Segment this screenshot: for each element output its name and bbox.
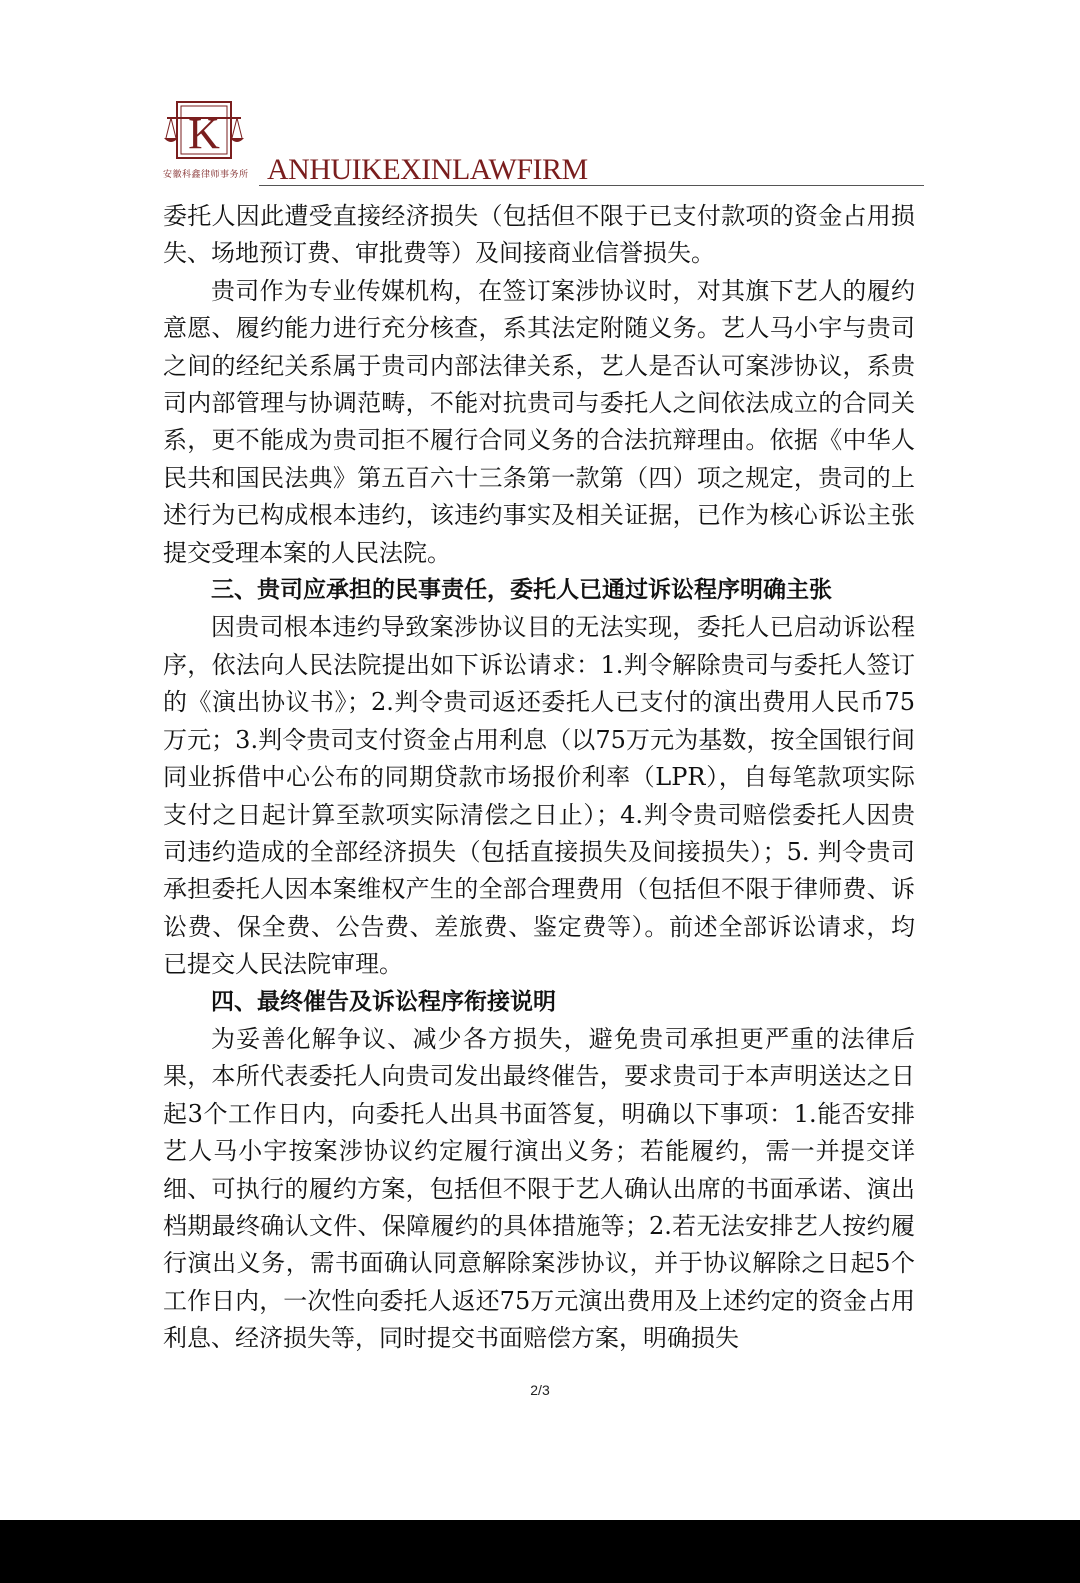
- letter-body: [163, 198, 915, 1358]
- section-heading-4: 四、最终催告及诉讼程序衔接说明: [211, 988, 556, 1015]
- paragraph-continued: 委托人因此遭受直接经济损失（包括但不限于已支付款项的资金占用损失、场地预订费、审批费等）及间接商业信誉损失。: [163, 202, 915, 268]
- paragraph-claims: 因贵司根本违约导致案涉协议目的无法实现，委托人已启动诉讼程序，依法向人民法院提出如下诉讼请求：1.判令解除贵司与委托人签订的《演出协议书》；2.判令贵司返还委托人已支付的演出费用人民币75万元；3.判令贵司支付资金占用利息（以75万元为基数，按全国银行间同业拆借中心公布的同期贷款市场报价利率（LPR），自每笔款项实际支付之日起计算至款项实际清偿之日止）；4.判令贵司赔偿委托人因贵司违约造成的全部经济损失（包括直接损失及间接损失）；5. 判令贵司承担委托人因本案维权产生的全部合理费用（包括但不限于律师费、诉讼费、保全费、公告费、差旅费、鉴定费等）。前述全部诉讼请求，均已提交人民法院审理。: [163, 613, 915, 979]
- header-divider: [259, 185, 924, 186]
- logo-letter: K: [188, 109, 220, 158]
- logo-caption: 安徽科鑫律师事务所: [163, 170, 249, 180]
- page-number: 2/3: [530, 1382, 550, 1398]
- paragraph-obligation: 贵司作为专业传媒机构，在签订案涉协议时，对其旗下艺人的履约意愿、履约能力进行充分核查，系其法定附随义务。艺人马小宇与贵司之间的经纪关系属于贵司内部法律关系，艺人是否认可案涉协议，系贵司内部管理与协调范畴，不能对抗贵司与委托人之间依法成立的合同关系，更不能成为贵司拒不履行合同义务的合法抗辩理由。依据《中华人民共和国民法典》第五百六十三条第一款第（四）项之规定，贵司的上述行为已构成根本违约，该违约事实及相关证据，已作为核心诉讼主张提交受理本案的人民法院。: [163, 276, 915, 567]
- firm-name: ANHUIKEXINLAWFIRM: [267, 153, 588, 186]
- paragraph-final-notice: 为妥善化解争议、减少各方损失，避免贵司承担更严重的法律后果，本所代表委托人向贵司发出最终催告，要求贵司于本声明送达之日起3个工作日内，向委托人出具书面答复，明确以下事项：1.能否安排艺人马小宇按案涉协议约定履行演出义务；若能履约，需一并提交详细、可执行的履约方案，包括但不限于艺人确认出席的书面承诺、演出档期最终确认文件、保障履约的具体措施等；2.若无法安排艺人按约履行演出义务，需书面确认同意解除案涉协议，并于协议解除之日起5个工作日内，一次性向委托人返还75万元演出费用及上述约定的资金占用利息、经济损失等，同时提交书面赔偿方案，明确损失: [163, 1024, 915, 1353]
- letterhead: [163, 96, 923, 192]
- section-heading-3: 三、贵司应承担的民事责任，委托人已通过诉讼程序明确主张: [211, 577, 832, 604]
- scales-k-logo-icon: [163, 96, 253, 171]
- viewer-bottom-bar: [0, 1520, 1080, 1583]
